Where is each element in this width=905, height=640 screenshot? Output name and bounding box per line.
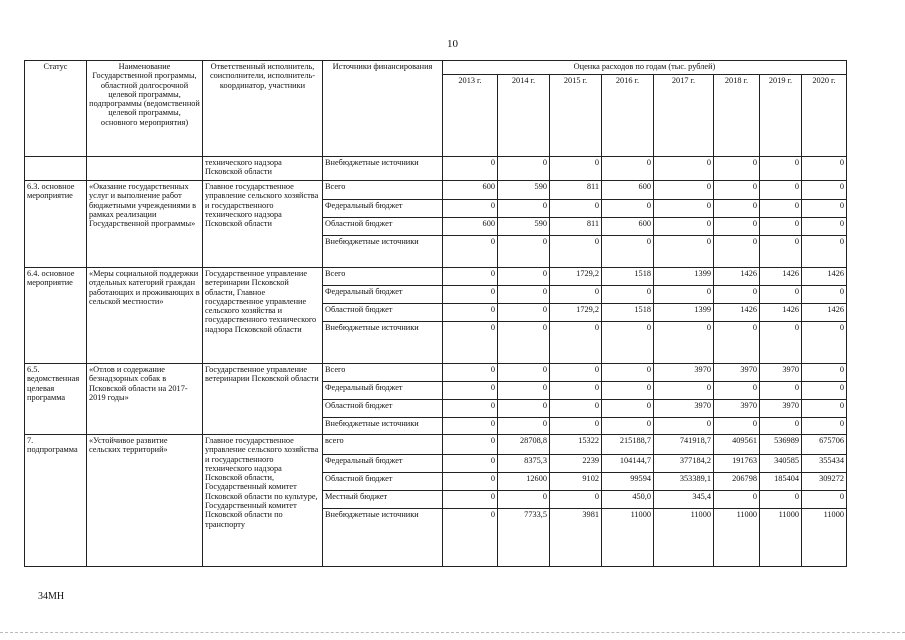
value-cell: 0 bbox=[498, 400, 550, 418]
header-expenses: Оценка расходов по годам (тыс. рублей) bbox=[443, 61, 847, 75]
value-cell: 0 bbox=[802, 491, 847, 509]
value-cell: 0 bbox=[498, 268, 550, 286]
name-cell bbox=[87, 157, 203, 181]
value-cell: 1399 bbox=[654, 304, 714, 322]
value-cell: 0 bbox=[602, 382, 654, 400]
value-cell: 0 bbox=[602, 400, 654, 418]
value-cell: 600 bbox=[443, 181, 498, 200]
value-cell: 0 bbox=[550, 400, 602, 418]
value-cell: 0 bbox=[714, 200, 760, 218]
value-cell: 11000 bbox=[802, 509, 847, 567]
table-row bbox=[25, 157, 847, 181]
source-cell: Внебюджетные источники bbox=[323, 322, 443, 364]
value-cell: 0 bbox=[802, 236, 847, 268]
value-cell: 0 bbox=[498, 322, 550, 364]
value-cell: 0 bbox=[443, 509, 498, 567]
name-cell: «Устойчивое развитие сельских территорий» bbox=[87, 435, 203, 567]
value-cell: 0 bbox=[760, 218, 802, 236]
table-row bbox=[25, 268, 847, 286]
value-cell: 0 bbox=[760, 181, 802, 200]
executor-cell: Государственное управление ветеринарии Псковской области bbox=[203, 364, 323, 435]
header-year: 2014 г. bbox=[498, 75, 550, 157]
footer-code: 34МН bbox=[38, 591, 65, 602]
source-cell: Всего bbox=[323, 181, 443, 200]
value-cell: 0 bbox=[498, 304, 550, 322]
value-cell: 0 bbox=[654, 236, 714, 268]
value-cell: 0 bbox=[714, 286, 760, 304]
value-cell: 345,4 bbox=[654, 491, 714, 509]
value-cell: 377184,2 bbox=[654, 455, 714, 473]
value-cell: 11000 bbox=[760, 509, 802, 567]
status-cell: 6.5. ведомственная целевая программа bbox=[25, 364, 87, 435]
table-row bbox=[25, 364, 847, 382]
value-cell: 0 bbox=[714, 418, 760, 435]
source-cell: Областной бюджет bbox=[323, 400, 443, 418]
source-cell: Местный бюджет bbox=[323, 491, 443, 509]
value-cell: 215188,7 bbox=[602, 435, 654, 455]
table-row bbox=[25, 435, 847, 455]
value-cell: 0 bbox=[802, 400, 847, 418]
executor-cell: Главное государственное управление сельского хозяйства и государственного технического надзора Псковской области bbox=[203, 181, 323, 268]
value-cell: 0 bbox=[602, 236, 654, 268]
value-cell: 0 bbox=[443, 304, 498, 322]
value-cell: 0 bbox=[498, 491, 550, 509]
source-cell: Областной бюджет bbox=[323, 304, 443, 322]
status-cell: 6.3. основное мероприятие bbox=[25, 181, 87, 268]
value-cell: 0 bbox=[498, 418, 550, 435]
value-cell: 3970 bbox=[760, 364, 802, 382]
source-cell: Всего bbox=[323, 364, 443, 382]
value-cell: 811 bbox=[550, 218, 602, 236]
source-cell: Областной бюджет bbox=[323, 473, 443, 491]
header-year: 2020 г. bbox=[802, 75, 847, 157]
value-cell: 0 bbox=[714, 382, 760, 400]
value-cell: 1518 bbox=[602, 304, 654, 322]
scan-edge-line bbox=[0, 632, 905, 633]
value-cell: 0 bbox=[802, 286, 847, 304]
header-year: 2019 г. bbox=[760, 75, 802, 157]
value-cell: 0 bbox=[802, 181, 847, 200]
value-cell: 0 bbox=[802, 157, 847, 181]
header-year: 2018 г. bbox=[714, 75, 760, 157]
value-cell: 1729,2 bbox=[550, 304, 602, 322]
value-cell: 191763 bbox=[714, 455, 760, 473]
value-cell: 355434 bbox=[802, 455, 847, 473]
value-cell: 28708,8 bbox=[498, 435, 550, 455]
value-cell: 811 bbox=[550, 181, 602, 200]
source-cell: Внебюджетные источники bbox=[323, 418, 443, 435]
value-cell: 11000 bbox=[714, 509, 760, 567]
value-cell: 1426 bbox=[760, 268, 802, 286]
value-cell: 206798 bbox=[714, 473, 760, 491]
page-number: 10 bbox=[447, 38, 458, 50]
value-cell: 0 bbox=[654, 286, 714, 304]
value-cell: 8375,3 bbox=[498, 455, 550, 473]
value-cell: 1426 bbox=[760, 304, 802, 322]
value-cell: 590 bbox=[498, 181, 550, 200]
source-cell: Внебюджетные источники bbox=[323, 236, 443, 268]
source-cell: Федеральный бюджет bbox=[323, 455, 443, 473]
value-cell: 99594 bbox=[602, 473, 654, 491]
executor-cell: технического надзора Псковской области bbox=[203, 157, 323, 181]
value-cell: 0 bbox=[760, 418, 802, 435]
value-cell: 0 bbox=[550, 286, 602, 304]
value-cell: 0 bbox=[802, 382, 847, 400]
header-name: Наименование Государственной программы, областной долгосрочной целевой программы, подпрограммы (ведомственной целевой программы, основного мероприятия) bbox=[87, 61, 203, 157]
executor-cell: Главное государственное управление сельского хозяйства и государственного технического надзора Псковской области, Государственный комитет Псковской области по культуре, Государственный комитет Псковской области по транспорту bbox=[203, 435, 323, 567]
header-year: 2013 г. bbox=[443, 75, 498, 157]
value-cell: 0 bbox=[714, 157, 760, 181]
value-cell: 7733,5 bbox=[498, 509, 550, 567]
value-cell: 0 bbox=[714, 236, 760, 268]
value-cell: 0 bbox=[602, 200, 654, 218]
source-cell: Федеральный бюджет bbox=[323, 200, 443, 218]
value-cell: 1518 bbox=[602, 268, 654, 286]
source-cell: Внебюджетные источники bbox=[323, 157, 443, 181]
value-cell: 1426 bbox=[714, 268, 760, 286]
value-cell: 3970 bbox=[654, 400, 714, 418]
header-year: 2016 г. bbox=[602, 75, 654, 157]
status-cell bbox=[25, 157, 87, 181]
budget-table bbox=[24, 60, 847, 567]
value-cell: 0 bbox=[498, 286, 550, 304]
value-cell: 0 bbox=[760, 286, 802, 304]
value-cell: 741918,7 bbox=[654, 435, 714, 455]
value-cell: 0 bbox=[498, 382, 550, 400]
value-cell: 0 bbox=[654, 218, 714, 236]
value-cell: 1426 bbox=[802, 304, 847, 322]
value-cell: 0 bbox=[443, 418, 498, 435]
value-cell: 0 bbox=[443, 491, 498, 509]
value-cell: 0 bbox=[550, 418, 602, 435]
value-cell: 3970 bbox=[714, 400, 760, 418]
value-cell: 1426 bbox=[802, 268, 847, 286]
value-cell: 0 bbox=[443, 236, 498, 268]
value-cell: 590 bbox=[498, 218, 550, 236]
value-cell: 0 bbox=[498, 236, 550, 268]
value-cell: 600 bbox=[602, 181, 654, 200]
value-cell: 0 bbox=[602, 157, 654, 181]
source-cell: Федеральный бюджет bbox=[323, 286, 443, 304]
value-cell: 0 bbox=[443, 435, 498, 455]
value-cell: 0 bbox=[654, 382, 714, 400]
value-cell: 11000 bbox=[654, 509, 714, 567]
value-cell: 1399 bbox=[654, 268, 714, 286]
value-cell: 3981 bbox=[550, 509, 602, 567]
value-cell: 0 bbox=[498, 157, 550, 181]
value-cell: 2239 bbox=[550, 455, 602, 473]
executor-cell: Государственное управление ветеринарии Псковской области, Главное государственное управление сельского хозяйства и государственного технического надзора Псковской области bbox=[203, 268, 323, 364]
value-cell: 0 bbox=[654, 181, 714, 200]
value-cell: 600 bbox=[443, 218, 498, 236]
value-cell: 0 bbox=[760, 236, 802, 268]
value-cell: 0 bbox=[443, 473, 498, 491]
header-executor: Ответственный исполнитель, соисполнители, исполнитель-координатор, участники bbox=[203, 61, 323, 157]
value-cell: 1729,2 bbox=[550, 268, 602, 286]
value-cell: 0 bbox=[550, 200, 602, 218]
status-cell: 7. подпрограмма bbox=[25, 435, 87, 567]
value-cell: 309272 bbox=[802, 473, 847, 491]
value-cell: 409561 bbox=[714, 435, 760, 455]
value-cell: 0 bbox=[760, 491, 802, 509]
value-cell: 0 bbox=[443, 157, 498, 181]
value-cell: 0 bbox=[550, 364, 602, 382]
value-cell: 12600 bbox=[498, 473, 550, 491]
value-cell: 0 bbox=[602, 418, 654, 435]
value-cell: 0 bbox=[760, 200, 802, 218]
value-cell: 0 bbox=[714, 491, 760, 509]
header-year: 2017 г. bbox=[654, 75, 714, 157]
source-cell: Федеральный бюджет bbox=[323, 382, 443, 400]
source-cell: всего bbox=[323, 435, 443, 455]
value-cell: 104144,7 bbox=[602, 455, 654, 473]
value-cell: 0 bbox=[760, 157, 802, 181]
value-cell: 600 bbox=[602, 218, 654, 236]
value-cell: 0 bbox=[602, 322, 654, 364]
value-cell: 3970 bbox=[760, 400, 802, 418]
value-cell: 536989 bbox=[760, 435, 802, 455]
value-cell: 0 bbox=[443, 200, 498, 218]
value-cell: 0 bbox=[802, 200, 847, 218]
name-cell: «Отлов и содержание безнадзорных собак в Псковской области на 2017-2019 годы» bbox=[87, 364, 203, 435]
value-cell: 9102 bbox=[550, 473, 602, 491]
value-cell: 0 bbox=[714, 181, 760, 200]
value-cell: 675706 bbox=[802, 435, 847, 455]
source-cell: Внебюджетные источники bbox=[323, 509, 443, 567]
value-cell: 0 bbox=[498, 200, 550, 218]
value-cell: 0 bbox=[443, 400, 498, 418]
value-cell: 3970 bbox=[714, 364, 760, 382]
value-cell: 0 bbox=[654, 322, 714, 364]
value-cell: 0 bbox=[654, 200, 714, 218]
value-cell: 0 bbox=[498, 364, 550, 382]
value-cell: 0 bbox=[654, 157, 714, 181]
value-cell: 0 bbox=[714, 322, 760, 364]
value-cell: 353389,1 bbox=[654, 473, 714, 491]
value-cell: 0 bbox=[654, 418, 714, 435]
value-cell: 0 bbox=[760, 382, 802, 400]
value-cell: 3970 bbox=[654, 364, 714, 382]
value-cell: 0 bbox=[550, 322, 602, 364]
value-cell: 0 bbox=[602, 286, 654, 304]
value-cell: 0 bbox=[602, 364, 654, 382]
value-cell: 0 bbox=[443, 455, 498, 473]
value-cell: 11000 bbox=[602, 509, 654, 567]
source-cell: Всего bbox=[323, 268, 443, 286]
value-cell: 0 bbox=[802, 218, 847, 236]
value-cell: 0 bbox=[550, 157, 602, 181]
value-cell: 450,0 bbox=[602, 491, 654, 509]
value-cell: 0 bbox=[443, 286, 498, 304]
value-cell: 0 bbox=[802, 364, 847, 382]
value-cell: 0 bbox=[443, 364, 498, 382]
value-cell: 0 bbox=[550, 382, 602, 400]
value-cell: 0 bbox=[443, 382, 498, 400]
value-cell: 0 bbox=[550, 491, 602, 509]
value-cell: 0 bbox=[714, 218, 760, 236]
name-cell: «Меры социальной поддержки отдельных категорий граждан работающих и проживающих в сельской местности» bbox=[87, 268, 203, 364]
value-cell: 185404 bbox=[760, 473, 802, 491]
value-cell: 0 bbox=[802, 418, 847, 435]
header-status: Статус bbox=[25, 61, 87, 157]
value-cell: 340585 bbox=[760, 455, 802, 473]
header-source: Источники финансирования bbox=[323, 61, 443, 157]
value-cell: 15322 bbox=[550, 435, 602, 455]
source-cell: Областной бюджет bbox=[323, 218, 443, 236]
value-cell: 0 bbox=[443, 322, 498, 364]
value-cell: 1426 bbox=[714, 304, 760, 322]
header-year: 2015 г. bbox=[550, 75, 602, 157]
status-cell: 6.4. основное мероприятие bbox=[25, 268, 87, 364]
value-cell: 0 bbox=[443, 268, 498, 286]
value-cell: 0 bbox=[550, 236, 602, 268]
value-cell: 0 bbox=[760, 322, 802, 364]
name-cell: «Оказание государственных услуг и выполнение работ бюджетными учреждениями в рамках реализации Государственной программы» bbox=[87, 181, 203, 268]
value-cell: 0 bbox=[802, 322, 847, 364]
table-row bbox=[25, 181, 847, 200]
